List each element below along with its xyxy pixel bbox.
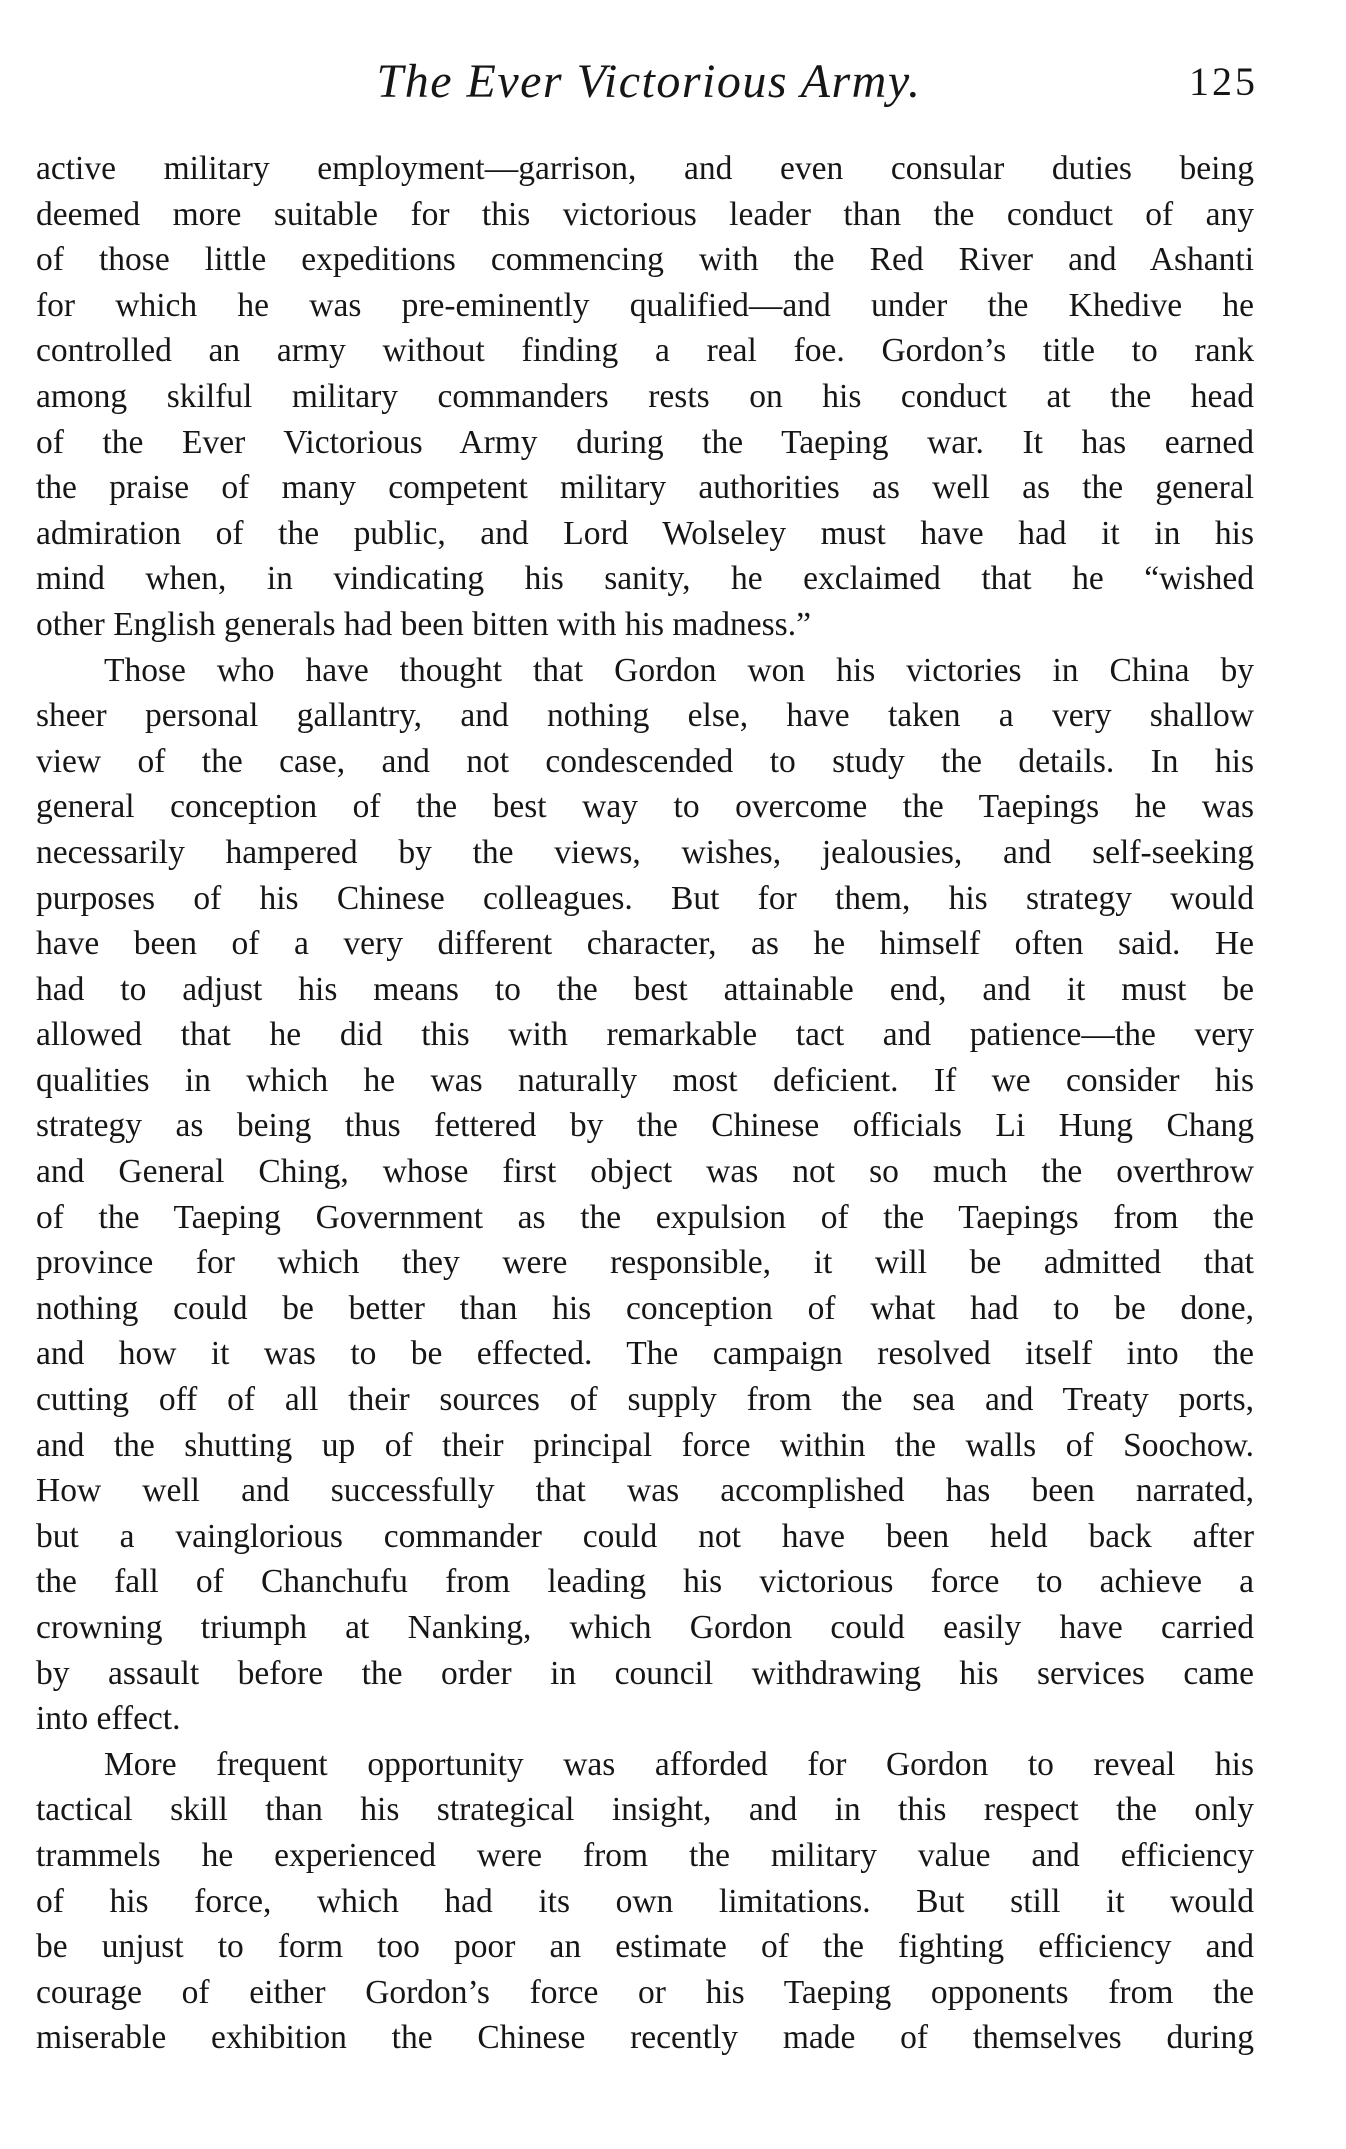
text-line: of those little expeditions commencing with the Red River and Ashanti [36,241,1254,279]
text-line: of the Taeping Government as the expulsion of the Taepings from the [36,1198,1254,1236]
text-line: trammels he experienced were from the military value and efficiency [36,1836,1254,1874]
text-line: mind when, in vindicating his sanity, he exclaimed that he “wished [36,560,1254,598]
text-line: qualities in which he was naturally most deficient. If we consider his [36,1061,1254,1099]
page-number: 125 [1189,59,1258,104]
paragraph [36,1742,1254,2061]
text-line: the praise of many competent military authorities as well as the general [36,469,1254,507]
text-line: allowed that he did this with remarkable tact and patience—the very [36,1016,1254,1054]
text-line: but a vainglorious commander could not have been held back after [36,1517,1254,1555]
text-line: into effect. [36,1700,181,1738]
text-line: How well and successfully that was accomplished has been narrated, [36,1472,1254,1510]
text-line: be unjust to form too poor an estimate of the fighting efficiency and [36,1928,1254,1966]
text-line: purposes of his Chinese colleagues. But for them, his strategy would [36,879,1254,917]
text-line: miserable exhibition the Chinese recently made of themselves during [36,2019,1254,2057]
text-line: general conception of the best way to overcome the Taepings he was [36,788,1254,826]
text-line: More frequent opportunity was afforded for Gordon to reveal his [104,1745,1254,1783]
text-line: had to adjust his means to the best attainable end, and it must be [36,970,1254,1008]
text-line: other English generals had been bitten with his madness.” [36,605,811,643]
text-line: and General Ching, whose first object was not so much the overthrow [36,1153,1254,1191]
text-line: view of the case, and not condescended to study the details. In his [36,742,1254,780]
text-line: by assault before the order in council withdrawing his services came [36,1654,1254,1692]
text-line: cutting off of all their sources of supply from the sea and Treaty ports, [36,1381,1254,1419]
text-line: controlled an army without finding a real foe. Gordon’s title to rank [36,332,1254,370]
text-line: of the Ever Victorious Army during the Taeping war. It has earned [36,423,1254,461]
text-line: deemed more suitable for this victorious leader than the conduct of any [36,195,1254,233]
running-title: The Ever Victorious Army. [376,55,922,108]
text-line: admiration of the public, and Lord Wolseley must have had it in his [36,514,1254,552]
text-line: necessarily hampered by the views, wishes, jealousies, and self-seeking [36,833,1254,871]
text-line: courage of either Gordon’s force or his Taeping opponents from the [36,1973,1254,2011]
paragraph [36,648,1254,1742]
text-line: strategy as being thus fettered by the Chinese officials Li Hung Chang [36,1107,1254,1145]
paragraph [36,146,1254,648]
text-line: have been of a very different character, as he himself often said. He [36,925,1254,963]
text-line: active military employment—garrison, and even consular duties being [36,150,1254,187]
text-line: province for which they were responsible, it will be admitted that [36,1244,1254,1282]
text-line: Those who have thought that Gordon won his victories in China by [104,651,1254,689]
text-line: nothing could be better than his conception of what had to be done, [36,1289,1254,1327]
text-line: for which he was pre-eminently qualified—and under the Khedive he [36,286,1254,324]
text-line: the fall of Chanchufu from leading his victorious force to achieve a [36,1563,1254,1601]
text-line: of his force, which had its own limitations. But still it would [36,1882,1254,1920]
text-line: and how it was to be effected. The campaign resolved itself into the [36,1335,1254,1373]
text-line: sheer personal gallantry, and nothing else, have taken a very shallow [36,697,1254,735]
body-text [36,146,1254,2061]
text-line: and the shutting up of their principal force within the walls of Soochow. [36,1426,1254,1464]
text-line: among skilful military commanders rests on his conduct at the head [36,377,1254,415]
running-head [40,52,1258,112]
text-line: tactical skill than his strategical insight, and in this respect the only [36,1791,1254,1829]
text-line: crowning triumph at Nanking, which Gordon could easily have carried [36,1609,1254,1646]
